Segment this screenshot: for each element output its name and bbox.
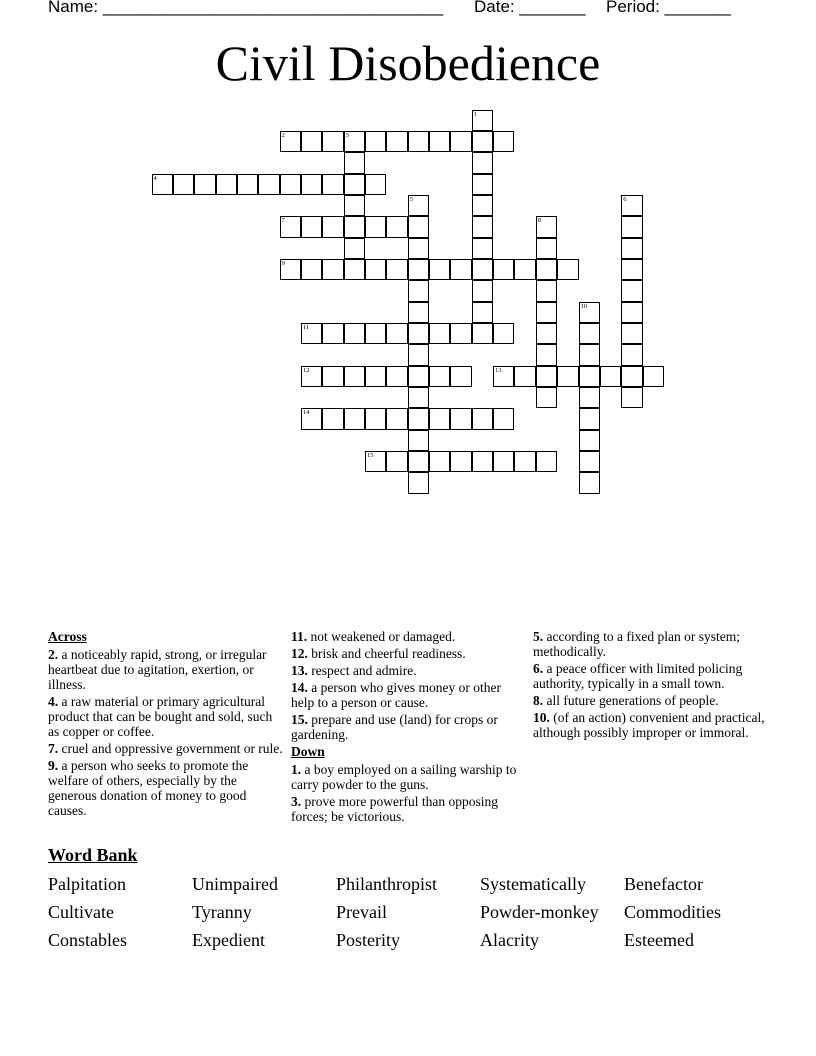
grid-cell[interactable] [344, 174, 365, 195]
grid-cell[interactable] [344, 216, 365, 237]
grid-cell[interactable] [450, 131, 471, 152]
grid-cell[interactable] [472, 408, 493, 429]
clue-number-label: 10 [580, 302, 587, 310]
clue-number-label: 5 [409, 195, 413, 203]
grid-cell[interactable] [493, 131, 514, 152]
grid-cell[interactable] [429, 408, 450, 429]
grid-cell[interactable] [429, 259, 450, 280]
grid-cell[interactable] [429, 323, 450, 344]
grid-cell[interactable] [579, 430, 600, 451]
clue-across-14: 14. a person who gives money or other help to a person or cause. [291, 680, 501, 710]
grid-cell[interactable] [301, 366, 322, 387]
clue-number-label: 3 [345, 131, 349, 139]
clue-number-label: 7 [281, 217, 285, 225]
grid-cell[interactable] [429, 366, 450, 387]
grid-cell[interactable] [344, 152, 365, 173]
grid-cell[interactable] [536, 280, 557, 301]
clue-across-11: 11. not weakened or damaged. [291, 629, 456, 644]
clue-number-label: 8 [537, 217, 542, 225]
clue-number-label: 13 [495, 366, 502, 374]
clue-down-10: 10. (of an action) convenient and practical, although possibly improper or immoral. [533, 710, 765, 740]
grid-cell[interactable] [621, 238, 642, 259]
grid-cell[interactable] [408, 302, 429, 323]
grid-cell[interactable] [621, 195, 642, 216]
clue-number-label: 11 [302, 324, 310, 331]
clues-column-1 [48, 629, 284, 820]
grid-cell[interactable] [514, 451, 535, 472]
grid-cell[interactable] [322, 174, 343, 195]
grid-cell[interactable] [301, 323, 322, 344]
grid-cell[interactable] [408, 408, 429, 429]
down-heading: Down [291, 744, 325, 759]
clue-down-1: 1. a boy employed on a sailing warship to carry powder to the guns. [291, 762, 517, 792]
grid-cell[interactable] [280, 216, 301, 237]
grid-cell[interactable] [173, 174, 194, 195]
grid-cell[interactable] [365, 216, 386, 237]
grid-cell[interactable] [408, 366, 429, 387]
grid-cell[interactable] [322, 408, 343, 429]
grid-cell[interactable] [579, 366, 600, 387]
grid-cell[interactable] [514, 259, 535, 280]
grid-cell[interactable] [301, 216, 322, 237]
grid-cell[interactable] [450, 451, 471, 472]
grid-cell[interactable] [216, 174, 237, 195]
grid-cell[interactable] [493, 259, 514, 280]
grid-cell[interactable] [280, 259, 301, 280]
clue-number-label: 4 [153, 174, 157, 182]
grid-cell[interactable] [344, 131, 365, 152]
grid-cell[interactable] [386, 366, 407, 387]
grid-cell[interactable] [408, 387, 429, 408]
grid-cell[interactable] [408, 451, 429, 472]
grid-cell[interactable] [579, 323, 600, 344]
grid-cell[interactable] [536, 344, 557, 365]
grid-cell[interactable] [301, 174, 322, 195]
grid-cell[interactable] [472, 259, 493, 280]
clue-down-8: 8. all future generations of people. [533, 693, 719, 708]
clue-number-label: 12 [302, 366, 310, 374]
grid-cell[interactable] [450, 408, 471, 429]
grid-cell[interactable] [621, 344, 642, 365]
grid-cell[interactable] [301, 259, 322, 280]
clues-column-2 [291, 629, 517, 826]
clue-number-label: 6 [623, 195, 627, 203]
period-field-label: Period: _______ [606, 0, 731, 16]
page-title: Civil Disobedience [215, 35, 601, 91]
grid-cell[interactable] [493, 366, 514, 387]
word-bank-word: Unimpaired [192, 874, 278, 894]
grid-cell[interactable] [536, 302, 557, 323]
grid-cell[interactable] [408, 344, 429, 365]
name-field-label: Name: ____________________________________ [48, 0, 444, 16]
grid-cell[interactable] [386, 408, 407, 429]
grid-cell[interactable] [450, 323, 471, 344]
clue-across-12: 12. brisk and cheerful readiness. [291, 646, 466, 661]
word-bank-word: Constables [48, 930, 127, 950]
clue-down-3: 3. prove more powerful than opposing forces; be victorious. [291, 794, 498, 824]
grid-cell[interactable] [643, 366, 664, 387]
grid-cell[interactable] [621, 280, 642, 301]
clue-number-label: 14 [302, 409, 310, 417]
clue-number-label: 1 [473, 110, 477, 118]
grid-cell[interactable] [322, 323, 343, 344]
clue-across-9: 9. a person who seeks to promote the welfare of others, especially by the generous donation of money to good causes. [48, 758, 249, 818]
grid-cell[interactable] [579, 344, 600, 365]
grid-cell[interactable] [408, 238, 429, 259]
grid-cell[interactable] [536, 451, 557, 472]
clue-across-7: 7. cruel and oppressive government or rule. [48, 741, 283, 756]
word-bank-word: Prevail [336, 902, 387, 922]
grid-cell[interactable] [386, 323, 407, 344]
word-bank-word: Systematically [480, 874, 586, 894]
grid-cell[interactable] [621, 302, 642, 323]
grid-cell[interactable] [472, 238, 493, 259]
grid-cell[interactable] [472, 451, 493, 472]
grid-cell[interactable] [450, 259, 471, 280]
grid-cell[interactable] [408, 131, 429, 152]
grid-cell[interactable] [322, 131, 343, 152]
word-bank-word: Powder-monkey [480, 902, 599, 922]
grid-cell[interactable] [429, 451, 450, 472]
grid-cell[interactable] [258, 174, 279, 195]
grid-cell[interactable] [322, 259, 343, 280]
grid-cell[interactable] [365, 131, 386, 152]
clue-number-label: 15 [367, 452, 374, 460]
grid-cell[interactable] [536, 259, 557, 280]
grid-cell[interactable] [536, 216, 557, 237]
grid-cell[interactable] [493, 408, 514, 429]
word-bank-word: Alacrity [480, 930, 539, 950]
word-bank-word: Posterity [336, 930, 401, 950]
grid-cell[interactable] [408, 216, 429, 237]
worksheet-header [48, 0, 768, 19]
grid-cell[interactable] [365, 323, 386, 344]
clue-across-2: 2. a noticeably rapid, strong, or irregular heartbeat due to agitation, exertion, or illness. [48, 647, 267, 692]
grid-cell[interactable] [472, 216, 493, 237]
grid-cell[interactable] [280, 174, 301, 195]
word-bank-word: Expedient [192, 930, 265, 950]
clue-number-label: 9 [281, 259, 285, 267]
clue-down-5: 5. according to a fixed plan or system; methodically. [533, 629, 740, 659]
grid-cell[interactable] [408, 280, 429, 301]
grid-cell[interactable] [472, 195, 493, 216]
grid-cell[interactable] [365, 408, 386, 429]
grid-cell[interactable] [579, 387, 600, 408]
grid-cell[interactable] [194, 174, 215, 195]
grid-cell[interactable] [152, 174, 173, 195]
grid-cell[interactable] [514, 366, 535, 387]
word-bank-title: Word Bank [48, 845, 138, 865]
clue-down-6: 6. a peace officer with limited policing authority, typically in a small town. [533, 661, 743, 691]
date-field-label: Date: _______ [474, 0, 586, 16]
clue-across-13: 13. respect and admire. [291, 663, 417, 678]
grid-cell[interactable] [344, 366, 365, 387]
grid-cell[interactable] [344, 408, 365, 429]
grid-cell[interactable] [621, 259, 642, 280]
grid-cell[interactable] [344, 238, 365, 259]
grid-cell[interactable] [579, 408, 600, 429]
grid-cell[interactable] [472, 152, 493, 173]
grid-cell[interactable] [408, 195, 429, 216]
grid-cell[interactable] [344, 323, 365, 344]
grid-cell[interactable] [301, 131, 322, 152]
grid-cell[interactable] [536, 366, 557, 387]
grid-cell[interactable] [536, 387, 557, 408]
grid-cell[interactable] [472, 323, 493, 344]
word-bank-word: Esteemed [624, 930, 694, 950]
grid-cell[interactable] [450, 366, 471, 387]
grid-cell[interactable] [408, 472, 429, 493]
grid-cell[interactable] [386, 451, 407, 472]
word-bank-word: Benefactor [624, 874, 703, 894]
grid-cell[interactable] [386, 131, 407, 152]
grid-cell[interactable] [322, 216, 343, 237]
grid-cell[interactable] [621, 323, 642, 344]
grid-cell[interactable] [322, 366, 343, 387]
across-heading: Across [48, 629, 87, 644]
grid-cell[interactable] [493, 451, 514, 472]
grid-cell[interactable] [472, 280, 493, 301]
grid-cell[interactable] [579, 472, 600, 493]
word-bank-word: Tyranny [192, 902, 252, 922]
grid-cell[interactable] [429, 131, 450, 152]
grid-cell[interactable] [557, 366, 578, 387]
clues-column-3 [533, 629, 769, 742]
grid-cell[interactable] [536, 238, 557, 259]
grid-cell[interactable] [579, 451, 600, 472]
grid-cell[interactable] [600, 366, 621, 387]
grid-cell[interactable] [472, 110, 493, 131]
word-bank-word: Commodities [624, 902, 722, 922]
grid-cell[interactable] [408, 323, 429, 344]
grid-cell[interactable] [365, 259, 386, 280]
grid-cell[interactable] [386, 216, 407, 237]
grid-cell[interactable] [365, 174, 386, 195]
clue-number-label: 2 [281, 131, 285, 139]
grid-cell[interactable] [472, 131, 493, 152]
grid-cell[interactable] [536, 323, 557, 344]
grid-cell[interactable] [579, 302, 600, 323]
word-bank-word: Palpitation [48, 874, 126, 894]
grid-cell[interactable] [472, 302, 493, 323]
grid-cell[interactable] [386, 259, 407, 280]
grid-cell[interactable] [557, 259, 578, 280]
grid-cell[interactable] [472, 174, 493, 195]
grid-cell[interactable] [344, 195, 365, 216]
grid-cell[interactable] [237, 174, 258, 195]
clue-across-15: 15. prepare and use (land) for crops or gardening. [291, 712, 498, 742]
word-bank-word: Cultivate [48, 902, 114, 922]
grid-cell[interactable] [621, 216, 642, 237]
grid-cell[interactable] [408, 430, 429, 451]
grid-cell[interactable] [365, 451, 386, 472]
grid-cell[interactable] [408, 259, 429, 280]
grid-cell[interactable] [301, 408, 322, 429]
grid-cell[interactable] [621, 366, 642, 387]
grid-cell[interactable] [344, 259, 365, 280]
grid-cell[interactable] [365, 366, 386, 387]
clue-across-4: 4. a raw material or primary agricultural product that can be bought and sold, such as copper or coffee. [48, 694, 273, 739]
word-bank-word: Philanthropist [336, 874, 438, 894]
grid-cell[interactable] [280, 131, 301, 152]
grid-cell[interactable] [621, 387, 642, 408]
grid-cell[interactable] [493, 323, 514, 344]
